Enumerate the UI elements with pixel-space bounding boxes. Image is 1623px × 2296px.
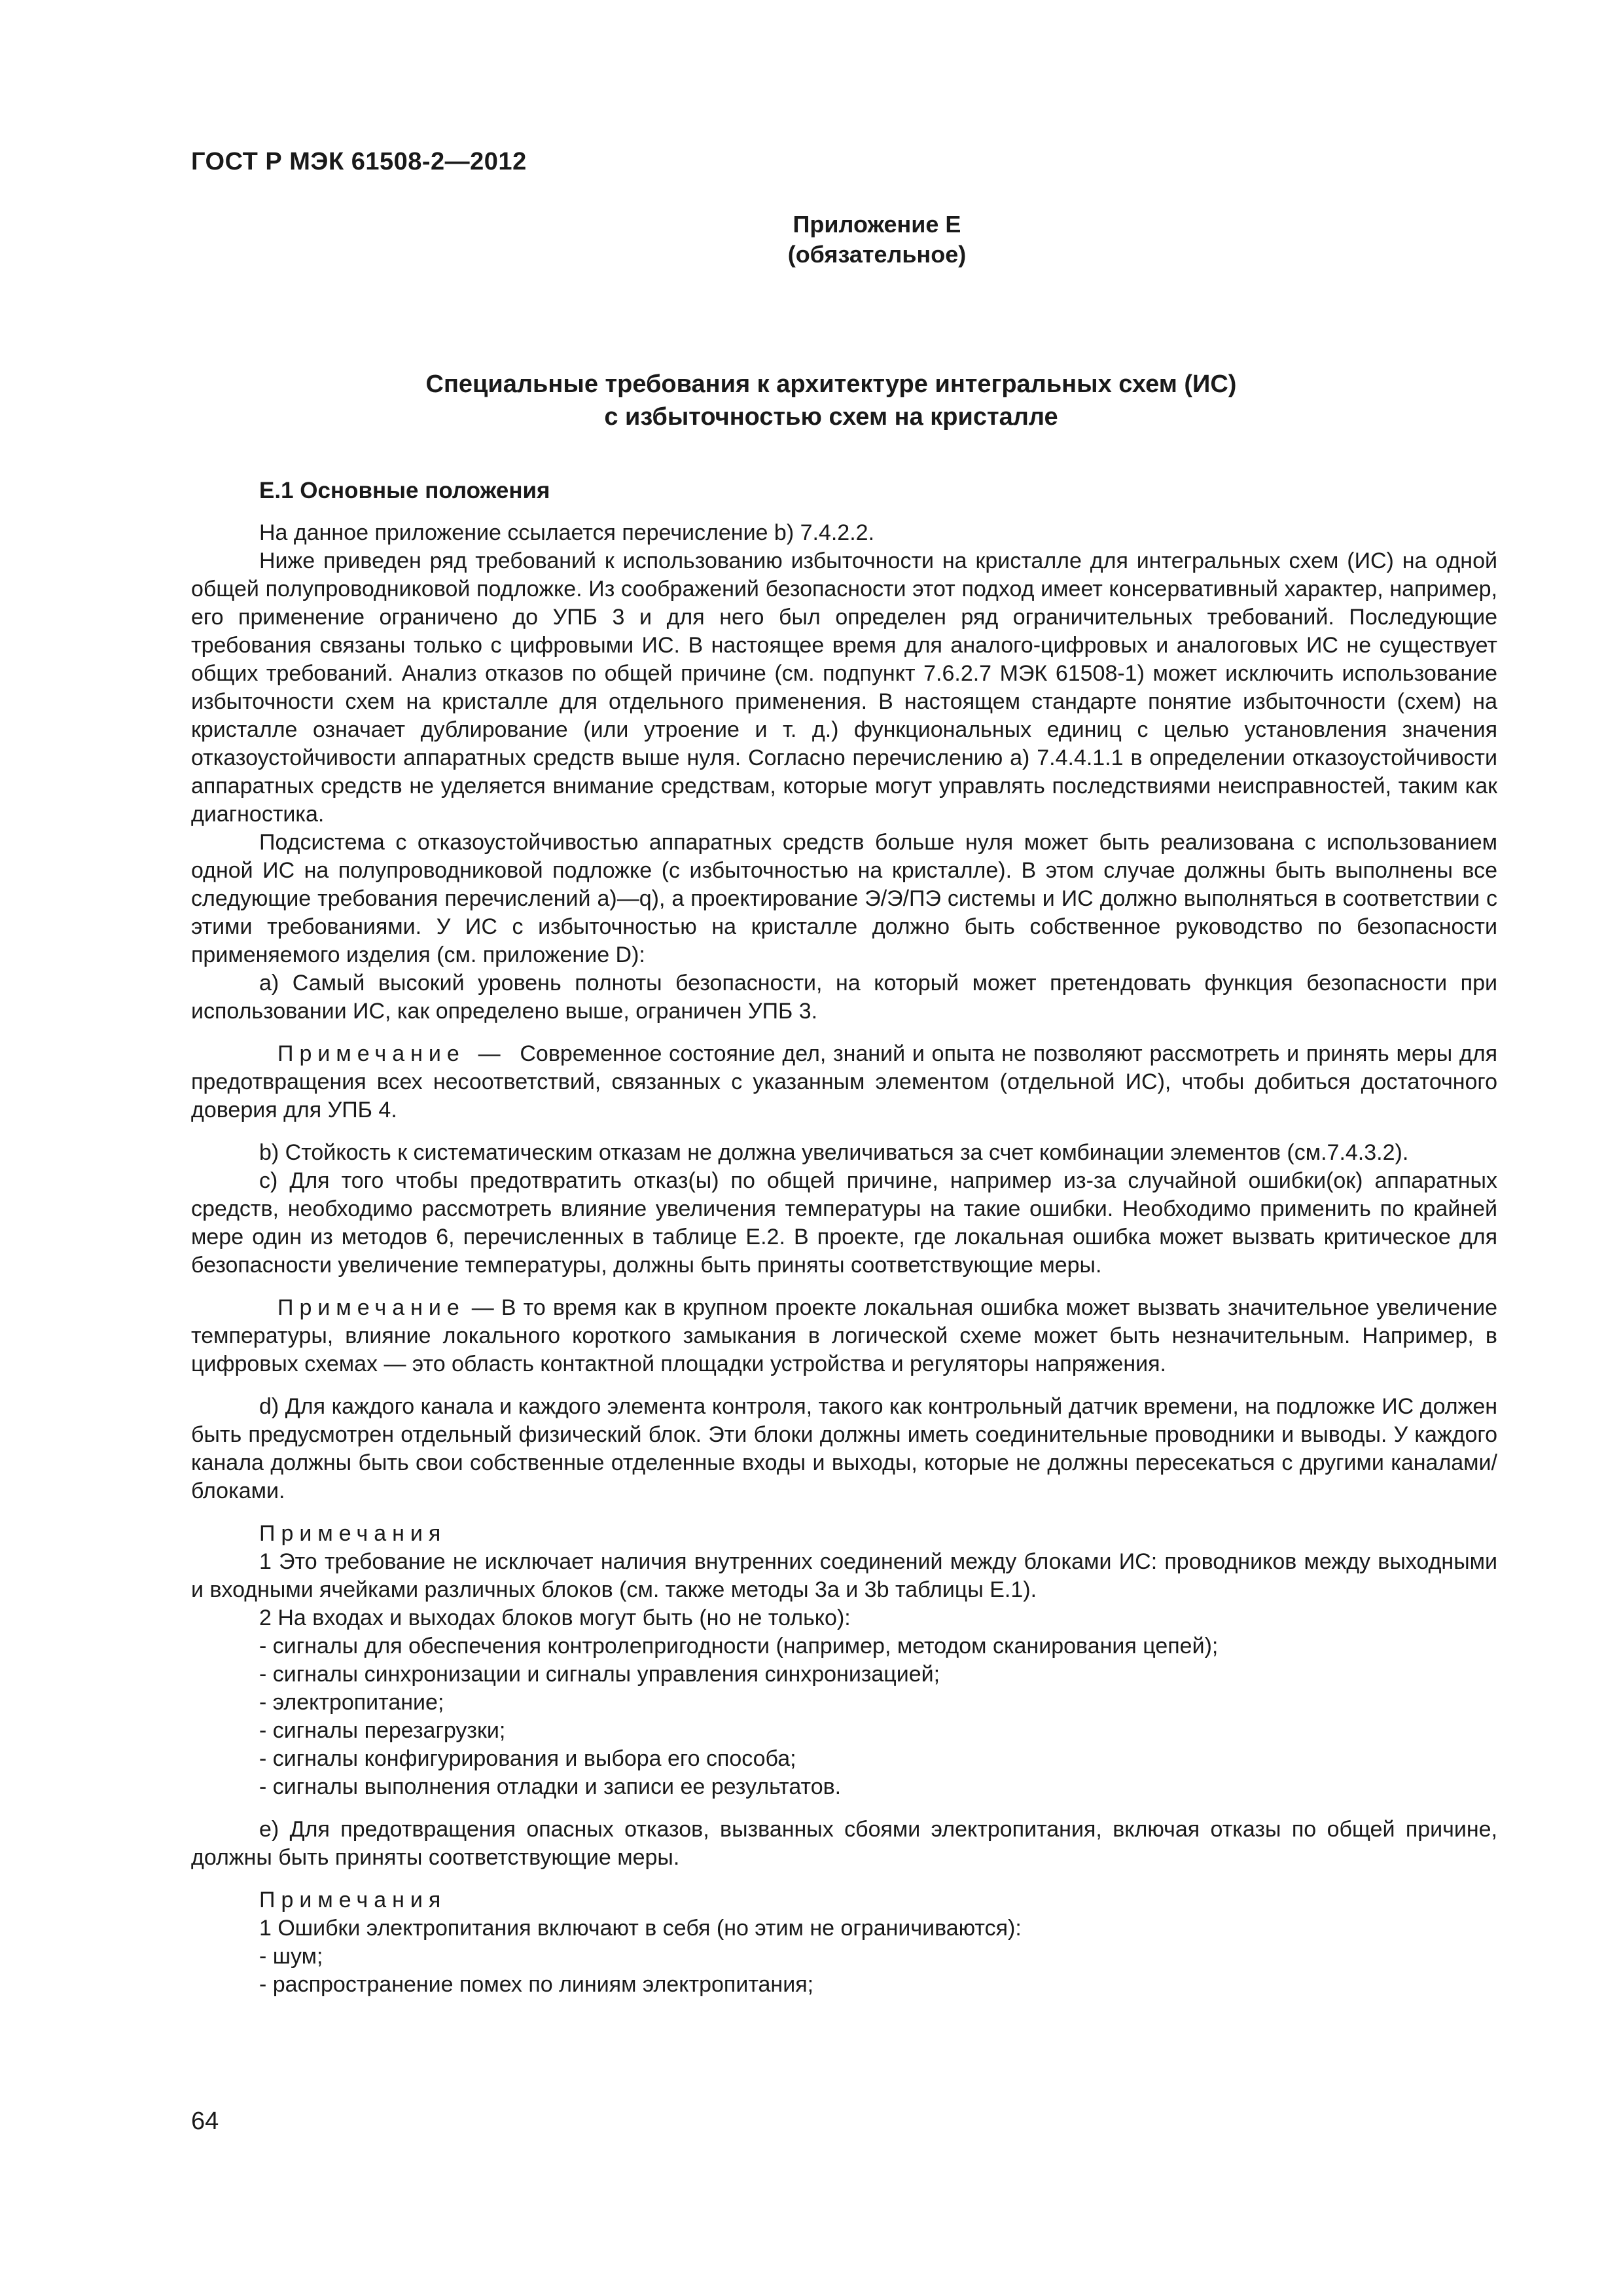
note-1-label: Примечание — — [277, 1041, 507, 1066]
note-2-text: — В то время как в крупном проекте локальная ошибка может вызвать значительное увеличение температуры, влияние локального короткого замыкания в логической схеме может быть незначительным. Например, в цифровых схемах — это область контактной площадки устройства и регуляторы напряжения. — [191, 1295, 1497, 1376]
title-line-1: Специальные требования к архитектуре интегральных схем (ИС) — [425, 370, 1237, 398]
notes-heading-1: Примечания — [259, 1521, 447, 1546]
notes-heading-2: Примечания — [259, 1888, 447, 1912]
list-item: - сигналы для обеспечения контролепригодности (например, методом сканирования цепей); — [259, 1634, 1219, 1659]
appendix-heading — [0, 209, 1623, 270]
requirement-e: е) Для предотвращения опасных отказов, вызванных сбоями электропитания, включая отказы по общей причине, должны быть приняты соответствующие меры. — [191, 1817, 1497, 1870]
note-2-label: Примечание — [277, 1295, 465, 1320]
paragraph-reference: На данное приложение ссылается перечисление b) 7.4.2.2. — [259, 520, 875, 545]
note-1-text: Современное состояние дел, знаний и опыта не позволяют рассмотреть и принять меры для предотвращения всех несоответствий, связанных с указанным элементом (отдельной ИС), чтобы добиться достаточного доверия для УПБ 4. — [191, 1041, 1497, 1122]
note-1 — [191, 1040, 1497, 1124]
notes-1-item-2: 2 На входах и выходах блоков могут быть (но не только): — [259, 1605, 851, 1630]
paragraph-subsystem: Подсистема с отказоустойчивостью аппаратных средств больше нуля может быть реализована с использованием одной ИС на полупроводниковой подложке (с избыточностью на кристалле). В этом случае должны быть выполнены все следующие требования перечислений a)—q), а проектирование Э/Э/ПЭ системы и ИС должно выполняться в соответствии с этими требованиями. У ИС с избыточностью на кристалле должно быть собственное руководство по безопасности применяемого изделия (см. приложение D): — [191, 830, 1497, 967]
document-header: ГОСТ Р МЭК 61508-2—2012 — [191, 148, 527, 175]
requirement-c: с) Для того чтобы предотвратить отказ(ы) по общей причине, например из-за случайной ошибки(ок) аппаратных средств, необходимо рассмотреть влияние увеличения температуры на такие ошибки. Необходимо применить по крайней мере один из методов 6, перечисленных в таблице Е.2. В проекте, где локальная ошибка может вызвать критическое для безопасности увеличение температуры, должны быть приняты соответствующие меры. — [191, 1168, 1497, 1278]
appendix-title — [0, 368, 1623, 433]
list-item: - сигналы синхронизации и сигналы управления синхронизацией; — [259, 1662, 940, 1687]
list-item: - распространение помех по линиям электропитания; — [259, 1972, 814, 1997]
requirement-d: d) Для каждого канала и каждого элемента контроля, такого как контрольный датчик времени, на подложке ИС должен быть предусмотрен отдельный физический блок. Эти блоки должны иметь соединительные проводники и выводы. У каждого канала должны быть свои собственные отделенные входы и выходы, которые не должны пересекаться с другими каналами/блоками. — [191, 1394, 1497, 1503]
requirement-b: b) Стойкость к систематическим отказам не должна увеличиваться за счет комбинации элементов (см.7.4.3.2). — [259, 1140, 1409, 1165]
document-body — [191, 476, 1497, 1999]
list-item: - шум; — [259, 1944, 323, 1969]
notes-2-item-1: 1 Ошибки электропитания включают в себя (но этим не ограничиваются): — [259, 1916, 1022, 1941]
list-item: - сигналы выполнения отладки и записи ее результатов. — [259, 1774, 842, 1799]
appendix-label: Приложение Е — [793, 211, 961, 238]
list-item: - электропитание; — [259, 1690, 444, 1715]
note-2 — [191, 1294, 1497, 1378]
list-item: - сигналы конфигурирования и выбора его способа; — [259, 1746, 796, 1771]
list-item: - сигналы перезагрузки; — [259, 1718, 506, 1743]
title-line-2: с избыточностью схем на кристалле — [604, 403, 1058, 431]
notes-1-item-1: 1 Это требование не исключает наличия внутренних соединений между блоками ИС: проводников между выходными и входными ячейками различных блоков (см. также методы 3а и 3b таблицы Е.1). — [191, 1549, 1497, 1602]
paragraph-intro: Ниже приведен ряд требований к использованию избыточности на кристалле для интегральных схем (ИС) на одной общей полупроводниковой подложке. Из соображений безопасности этот подход имеет консервативный характер, например, его применение ограничено до УПБ 3 и для него был определен ряд ограничительных требований. Последующие требования связаны только с цифровыми ИС. В настоящее время для аналого-цифровых и аналоговых ИС не существует общих требований. Анализ отказов по общей причине (см. подпункт 7.6.2.7 МЭК 61508-1) может исключить использование избыточности схем на кристалле для отдельного применения. В настоящем стандарте понятие избыточности (схем) на кристалле означает дублирование (или утроение и т. д.) функциональных единиц с целью установления значения отказоустойчивости аппаратных средств выше нуля. Согласно перечислению а) 7.4.4.1.1 в определении отказоустойчивости аппаратных средств не уделяется внимание средствам, которые могут управлять последствиями неисправностей, таким как диагностика. — [191, 548, 1497, 827]
page-number: 64 — [191, 2108, 219, 2135]
requirement-a: а) Самый высокий уровень полноты безопасности, на который может претендовать функция безопасности при использовании ИС, как определено выше, ограничен УПБ 3. — [191, 971, 1497, 1024]
appendix-status: (обязательное) — [787, 241, 967, 268]
section-heading: Е.1 Основные положения — [259, 478, 550, 503]
